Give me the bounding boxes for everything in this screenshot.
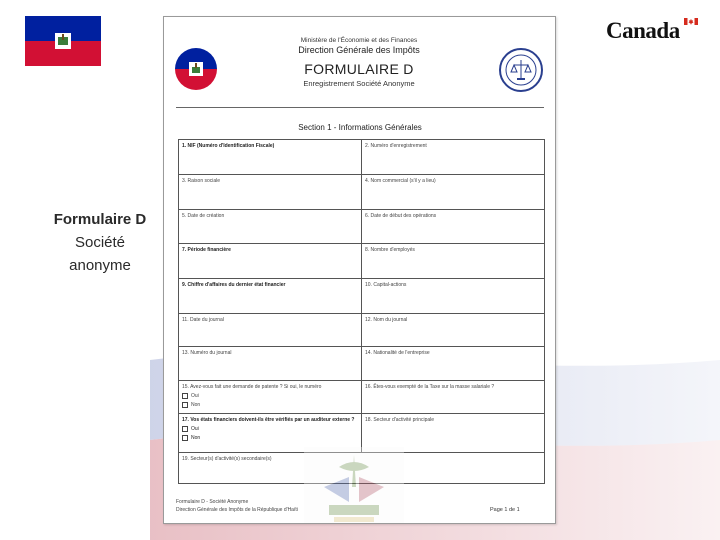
field-employees[interactable]: 8. Nombre d'employés xyxy=(365,247,415,253)
form-subtitle: Enregistrement Société Anonyme xyxy=(303,79,415,88)
form-row xyxy=(179,140,544,175)
field-operations-start[interactable]: 6. Date de début des opérations xyxy=(365,213,437,219)
field-turnover[interactable]: 9. Chiffre d'affaires du dernier état financier xyxy=(179,279,362,313)
dgi-seal-icon xyxy=(498,47,544,93)
form-title: FORMULAIRE D xyxy=(304,61,414,77)
patent-question: 15. Avez-vous fait une demande de patente ? Si oui, le numéro xyxy=(182,384,322,390)
form-document xyxy=(163,16,556,524)
form-row xyxy=(179,244,544,279)
direction-name: Direction Générale des Impôts xyxy=(298,45,420,55)
form-row xyxy=(179,210,544,244)
footer-form-name: Formulaire D - Société Anonyme xyxy=(176,499,249,505)
field-journal-number[interactable]: 13. Numéro du journal xyxy=(179,347,362,380)
ministry-name: Ministère de l'Économie et des Finances xyxy=(300,37,418,44)
checkbox-icon[interactable] xyxy=(182,393,188,399)
header-divider xyxy=(176,107,544,108)
checkbox-audit-yes[interactable] xyxy=(182,426,358,432)
option-label: Oui xyxy=(191,426,199,432)
form-row xyxy=(179,314,544,347)
haiti-circle-flag-icon xyxy=(174,47,218,91)
footer-authority: Direction Générale des Impôts de la République d'Haïti xyxy=(176,507,298,513)
footer-page-number: Page 1 de 1 xyxy=(490,507,520,513)
form-row xyxy=(179,279,544,314)
caption-line-3: anonyme xyxy=(69,257,131,274)
audit-question: 17. Vos états financiers doivent-ils être vérifiés par un auditeur externe ? xyxy=(182,417,355,423)
option-label: Non xyxy=(191,435,201,441)
canada-wordmark-text: Canada xyxy=(606,18,680,43)
field-patent-request xyxy=(179,381,362,413)
form-row xyxy=(179,175,544,210)
section-title: Section 1 - Informations Générales xyxy=(298,123,422,132)
field-payroll-exempt[interactable]: 16. Êtes-vous exempté de la Taxe sur la masse salariale ? xyxy=(365,384,495,390)
field-creation-date[interactable]: 5. Date de création xyxy=(179,210,362,243)
field-journal-name[interactable]: 12. Nom du journal xyxy=(365,317,408,323)
checkbox-patent-yes[interactable] xyxy=(182,393,358,399)
field-nif[interactable]: 1. NIF (Numéro d'Identification Fiscale) xyxy=(179,140,362,174)
field-nationality[interactable]: 14. Nationalité de l'entreprise xyxy=(365,350,430,356)
field-trade-name[interactable]: 4. Nom commercial (s'il y a lieu) xyxy=(365,178,436,184)
caption-title: Formulaire D xyxy=(53,211,147,228)
form-table xyxy=(178,139,545,484)
checkbox-audit-no[interactable] xyxy=(182,435,358,441)
field-company-name[interactable]: 3. Raison sociale xyxy=(179,175,362,209)
field-secondary-sector[interactable]: 19. Secteur(s) d'activité(s) secondaire(s) xyxy=(182,456,272,462)
canada-flag-icon xyxy=(684,18,698,25)
checkbox-icon[interactable] xyxy=(182,435,188,441)
checkbox-patent-no[interactable] xyxy=(182,402,358,408)
form-row xyxy=(179,381,544,414)
field-share-capital[interactable]: 10. Capital-actions xyxy=(365,282,407,288)
coat-of-arms-watermark-icon xyxy=(304,447,404,524)
checkbox-icon[interactable] xyxy=(182,426,188,432)
checkbox-icon[interactable] xyxy=(182,402,188,408)
haiti-flag-icon xyxy=(25,16,101,66)
option-label: Oui xyxy=(191,393,199,399)
canada-wordmark xyxy=(606,18,698,44)
field-financial-period[interactable]: 7. Période financière xyxy=(179,244,362,278)
field-registration-number[interactable]: 2. Numéro d'enregistrement xyxy=(365,143,427,149)
field-main-sector[interactable]: 18. Secteur d'activité principale xyxy=(365,417,435,423)
caption-line-2: Société xyxy=(74,234,126,251)
form-row xyxy=(179,347,544,381)
form-caption xyxy=(30,208,170,277)
field-journal-date[interactable]: 11. Date du journal xyxy=(179,314,362,346)
option-label: Non xyxy=(191,402,201,408)
